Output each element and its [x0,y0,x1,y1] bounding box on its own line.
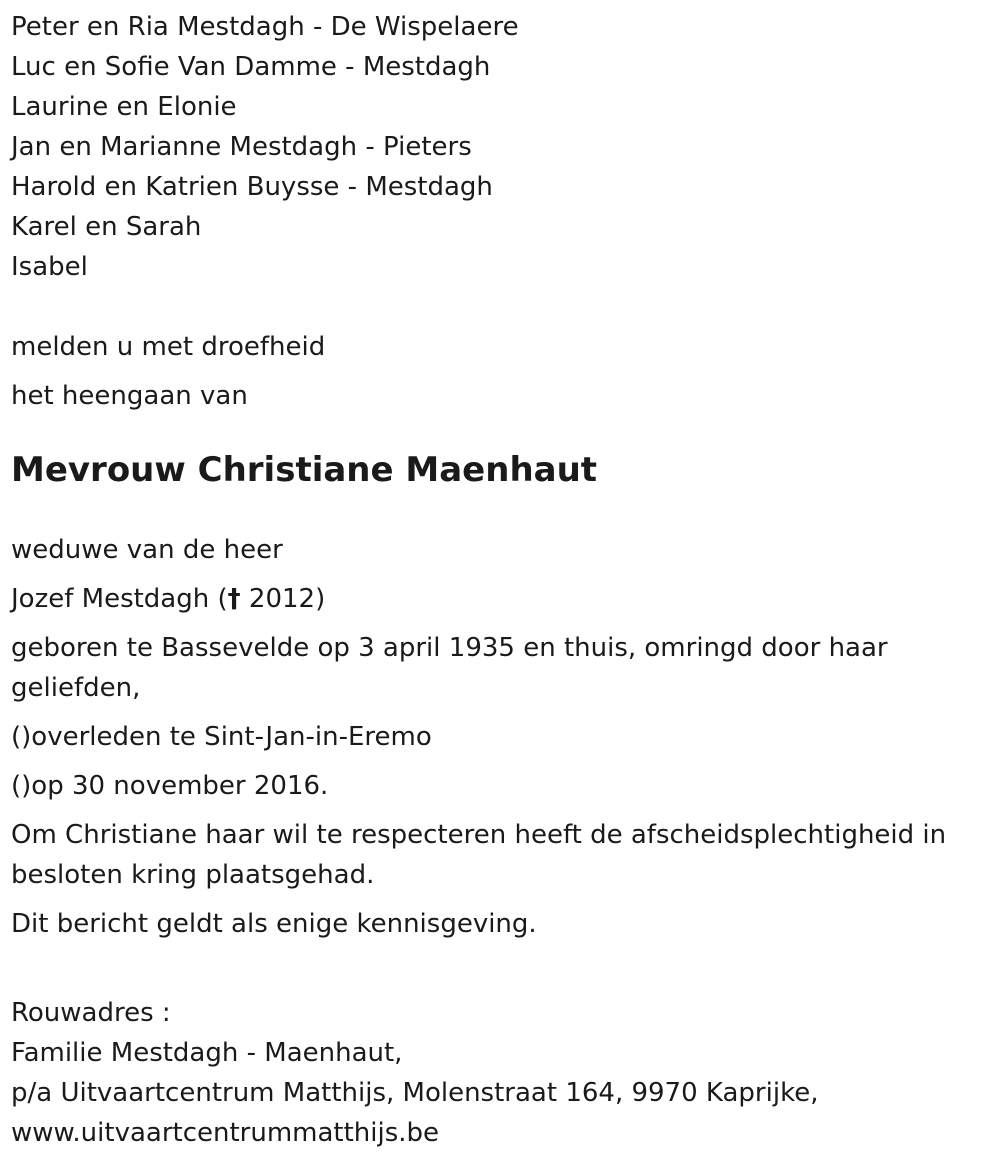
husband-suffix: 2012) [240,584,326,614]
family-line: Peter en Ria Mestdagh - De Wispelaere [11,12,519,42]
family-line: Harold en Katrien Buysse - Mestdagh [11,172,493,202]
family-line: Isabel [11,252,88,282]
address-street: p/a Uitvaartcentrum Matthijs, Molenstraat 164, 9970 Kaprijke, [11,1078,819,1108]
website-link[interactable]: www.uitvaartcentrummatthijs.be [11,1118,440,1148]
ceremony-paragraph: Om Christiane haar wil te respecteren heeft de afscheidsplechtigheid in besloten kring plaatsgehad. [11,820,947,890]
widow-line: weduwe van de heer [11,535,283,565]
birth-paragraph: geboren te Bassevelde op 3 april 1935 en thuis, omringd door haar geliefden, [11,633,888,703]
deceased-name: Mevrouw Christiane Maenhaut [11,450,598,490]
family-line: Karel en Sarah [11,212,202,242]
death-date-line: ()op 30 november 2016. [11,771,329,801]
intro-line-2: het heengaan van [11,381,248,411]
address-family: Familie Mestdagh - Maenhaut, [11,1038,403,1068]
family-line: Laurine en Elonie [11,92,237,122]
husband-prefix: Jozef Mestdagh ( [11,584,228,614]
intro-line-1: melden u met droefheid [11,332,326,362]
obituary-notice [11,7,986,1153]
death-place-line: ()overleden te Sint-Jan-in-Eremo [11,722,432,752]
spacer [11,944,986,993]
husband-line [11,579,986,619]
family-line: Jan en Marianne Mestdagh - Pieters [11,132,472,162]
address-website [11,1113,986,1153]
cross-icon: † [227,584,241,614]
family-list [11,7,986,287]
spacer [11,287,986,327]
family-line: Luc en Sofie Van Damme - Mestdagh [11,52,491,82]
address-block [11,993,986,1153]
address-label: Rouwadres : [11,998,171,1028]
notice-line: Dit bericht geldt als enige kennisgeving. [11,909,537,939]
